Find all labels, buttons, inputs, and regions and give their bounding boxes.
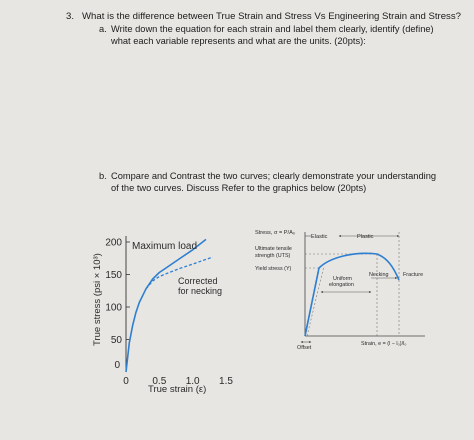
part-a-letter: a. — [99, 24, 107, 34]
x-tick-label: 1.5 — [219, 376, 233, 387]
elongation-label: elongation — [329, 282, 354, 288]
y-tick-label: 200 — [105, 237, 122, 249]
necking-label: Necking — [369, 272, 389, 278]
fracture-label: Fracture — [403, 272, 424, 278]
annotation-for-necking: for necking — [178, 286, 223, 296]
y-tick-label: 150 — [105, 270, 122, 281]
true-stress-strain-chart — [86, 218, 246, 400]
annotation-maximum-load: Maximum load — [132, 241, 198, 252]
series-group — [126, 239, 213, 372]
x-tick-label: 1.0 — [185, 376, 200, 387]
offset-line — [307, 266, 324, 336]
question-number: 3. — [66, 11, 75, 22]
plastic-label: Plastic — [357, 234, 374, 240]
x-tick-label: 0 — [123, 376, 129, 387]
y-tick-label: 50 — [110, 335, 122, 346]
question-text: What is the difference between True Strain and Stress Vs Engineering Strain and Stress? — [82, 11, 461, 22]
uts-label-2: strength (UTS) — [255, 253, 291, 259]
y-axis-label: True stress (psi × 10³) — [92, 253, 103, 346]
part-a-line-2: what each variable represents and what are the units. (20pts): — [111, 35, 366, 46]
part-b-line-1: Compare and Contrast the two curves; clearly demonstrate your understanding — [111, 171, 437, 181]
stress-label: Stress, σ = P/A₀ — [255, 230, 296, 236]
series-maximum-load-line — [126, 239, 206, 372]
part-b-line-2: of the two curves. Discuss Refer to the graphics below (20pts) — [111, 182, 367, 193]
offset-label: Offset — [297, 345, 312, 351]
strain-label: Strain, e = (l − l₀)/l₀ — [361, 341, 407, 347]
y-tick-label: 0 — [114, 360, 120, 371]
part-a-line-1: Write down the equation for each strain and label them clearly, identify (define) — [111, 24, 434, 34]
part-b-letter: b. — [99, 171, 107, 181]
x-tick-label: 0.5 — [152, 376, 167, 387]
annotation-corrected: Corrected — [178, 276, 218, 286]
y-tick-label: 100 — [105, 302, 122, 314]
x-axis-label: True strain (ε) — [148, 384, 207, 395]
engineering-stress-strain-chart — [253, 218, 431, 368]
stress-strain-curve — [305, 253, 399, 336]
yield-label: Yield stress (Y) — [255, 266, 292, 272]
elastic-label: Elastic — [311, 234, 328, 240]
uniform-label: Uniform — [333, 276, 352, 282]
uts-label-1: Ultimate tensile — [255, 246, 292, 252]
